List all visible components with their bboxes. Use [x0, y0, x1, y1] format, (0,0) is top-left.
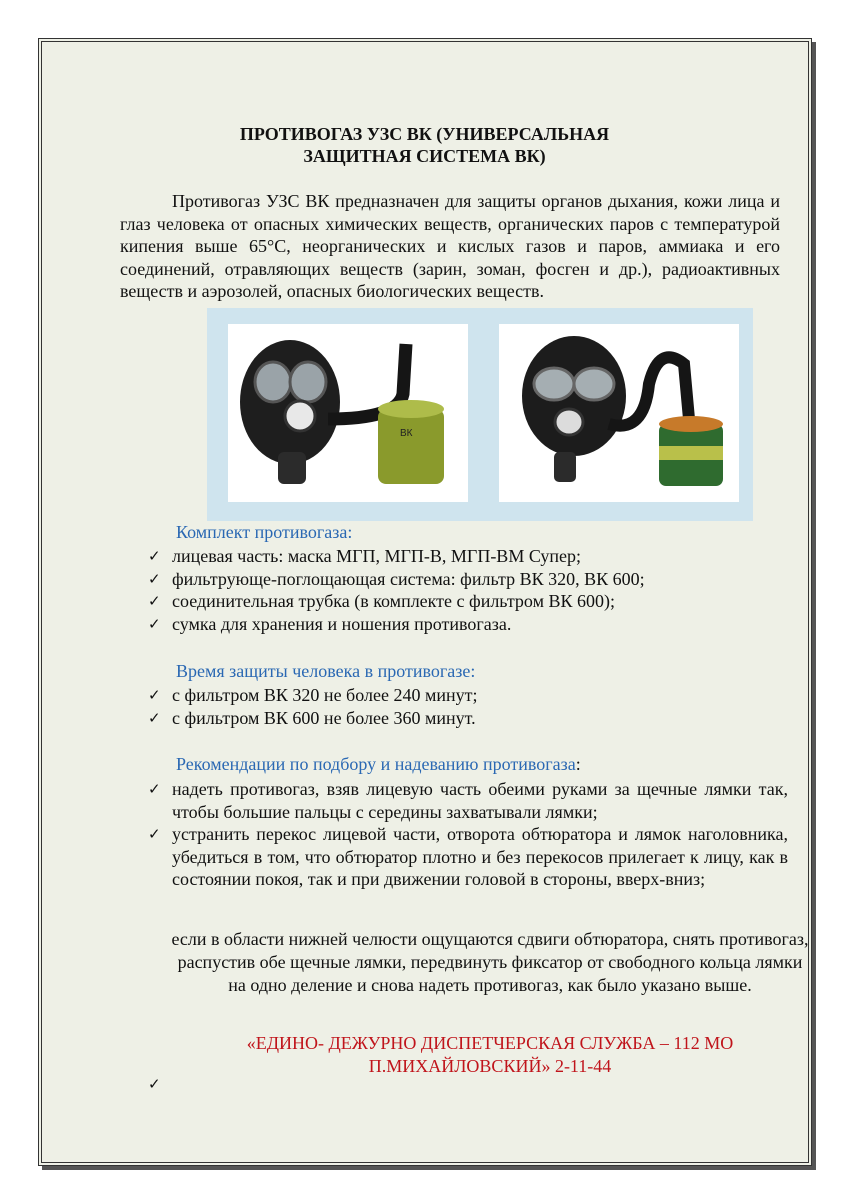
list-item: ✓ надеть противогаз, взяв лицевую часть обеими руками за щечные лямки так, чтобы большие пальцы с середины захватывали лямки;: [148, 779, 788, 822]
list-item: ✓ фильтрующе-поглощающая система: фильтр ВК 320, ВК 600;: [148, 568, 645, 589]
title-line-1: ПРОТИВОГАЗ УЗС ВК (УНИВЕРСАЛЬНАЯ: [239, 124, 610, 144]
footer-line-2: П.МИХАЙЛОВСКИЙ» 2-11-44: [368, 1056, 612, 1076]
time-heading: Время защиты человека в противогазе:: [176, 661, 476, 681]
gas-mask-image-left: [228, 324, 468, 502]
filter-label: ВК: [400, 428, 413, 439]
title-line-2: ЗАЩИТНАЯ СИСТЕМА ВК): [303, 146, 546, 166]
gas-mask-photos: [207, 308, 753, 521]
gas-mask-image-right: [499, 324, 739, 502]
recommend-heading: Рекомендации по подбору и надеванию противогаза:: [176, 754, 581, 774]
list-item: ✓ устранить перекос лицевой части, отворота обтюратора и лямок наголовника, убедиться в том, что обтюратор плотно и без перекосов прилегает к лицу, как в состоянии покоя, так и при движении головой в стороны, вверх-вниз;: [148, 824, 788, 889]
time-list: [148, 684, 477, 729]
check-icon: ✓: [148, 825, 161, 843]
check-icon: ✓: [148, 592, 161, 610]
check-icon: ✓: [148, 708, 161, 727]
check-icon: ✓: [148, 614, 161, 633]
check-icon: ✓: [148, 569, 161, 588]
footer-contact: [170, 1032, 810, 1078]
recommend-list: [148, 778, 788, 891]
document-title: [0, 123, 849, 167]
footer-line-1: «ЕДИНО- ДЕЖУРНО ДИСПЕТЧЕРСКАЯ СЛУЖБА – 112 МО: [246, 1033, 734, 1053]
check-icon: ✓: [148, 547, 161, 565]
intro-paragraph: Противогаз УЗС ВК предназначен для защиты органов дыхания, кожи лица и глаз человека от опасных химических веществ, органических паров с температурой кипения выше 65°С, неорганических и кислых газов и паров, аммиака и его соединений, отравляющих веществ (зарин, зоман, фосген и др.), радиоактивных веществ и аэрозолей, опасных биологических веществ.: [120, 191, 780, 301]
kit-heading: Комплект противогаза:: [176, 522, 353, 542]
check-icon: ✓: [148, 686, 161, 704]
check-icon: ✓: [148, 1075, 161, 1093]
list-item: ✓ лицевая часть: маска МГП, МГП-В, МГП-ВМ Супер;: [148, 546, 581, 566]
gas-mask-photo-left: [228, 324, 468, 502]
recommend-extra-paragraph: если в области нижней челюсти ощущаются сдвиги обтюратора, снять противогаз, распустив обе щечные лямки, передвинуть фиксатор от свободного кольца лямки на одно деление и снова надеть противогаз, как было указано выше.: [171, 929, 809, 995]
list-item: ✓ сумка для хранения и ношения противогаза.: [148, 613, 512, 634]
list-item: ✓ с фильтром ВК 320 не более 240 минут;: [148, 685, 478, 705]
list-item: ✓ соединительная трубка (в комплекте с фильтром ВК 600);: [148, 591, 615, 611]
kit-list: [148, 545, 645, 635]
check-icon: ✓: [148, 780, 161, 798]
list-item: ✓ с фильтром ВК 600 не более 360 минут.: [148, 707, 476, 728]
gas-mask-photo-right: [499, 324, 739, 502]
